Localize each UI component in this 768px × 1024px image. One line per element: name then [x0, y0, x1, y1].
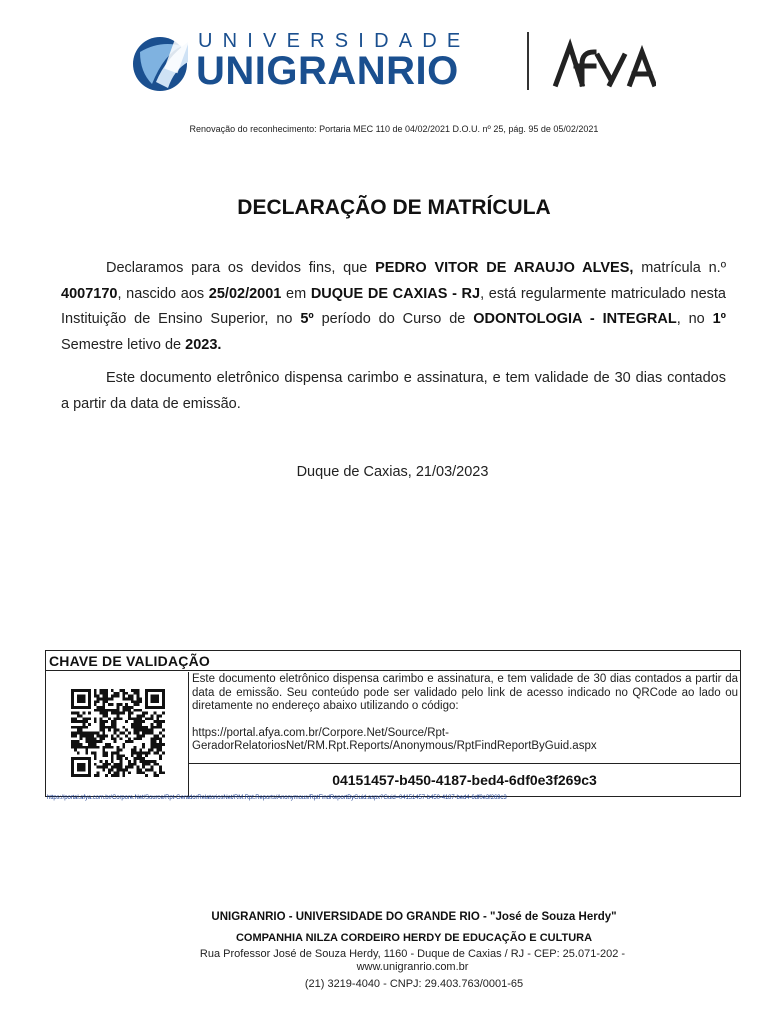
page-title: DECLARAÇÃO DE MATRÍCULA	[237, 196, 551, 219]
validation-description: Este documento eletrônico dispensa carimbo e assinatura, e tem validade de 30 dias contados a partir da data de emissão. Seu conteúdo pode ser validado pelo link de acesso indicado no QRCode ao lado ou diretamente no endereço abaixo utilizando o código:	[192, 673, 738, 713]
semester: 1º	[712, 311, 726, 327]
full-validation-link[interactable]: https://portal.afya.com.br/Corpore.Net/Source/Rpt-GeradorRelatoriosNet/RM.Rpt.Reports/Anonymous/RptFindReportByGuid.aspx?Guid=04151457-b450-4187-bed4-6df0e3f269c3	[47, 795, 507, 801]
footer-company: COMPANHIA NILZA CORDEIRO HERDY DE EDUCAÇÃO E CULTURA	[235, 932, 593, 944]
qr-cell	[46, 672, 189, 796]
renewal-text: Renovação do reconhecimento: Portaria MEC 110 de 04/02/2021 D.O.U. nº 25, pág. 95 de 05/02/2021	[189, 124, 599, 134]
footer-university: UNIGRANRIO - UNIVERSIDADE DO GRANDE RIO - "José de Souza Herdy"	[211, 911, 617, 923]
unigranrio-mark-icon	[130, 32, 194, 92]
validation-box	[45, 650, 741, 797]
validation-text	[192, 673, 738, 754]
footer-contact: (21) 3219-4040 - CNPJ: 29.403.763/0001-65	[304, 978, 524, 990]
place-date: Duque de Caxias, 21/03/2023	[296, 464, 489, 480]
year: 2023.	[185, 336, 222, 353]
unigranrio-logo	[130, 30, 510, 92]
logo-unigranrio-text: UNIGRANRIO	[196, 49, 459, 93]
student-name: PEDRO VITOR DE ARAUJO ALVES,	[375, 260, 634, 276]
validation-url[interactable]: https://portal.afya.com.br/Corpore.Net/Source/Rpt-GeradorRelatoriosNet/RM.Rpt.Reports/Anonymous/RptFindReportByGuid.aspx	[192, 726, 597, 753]
course-name: ODONTOLOGIA - INTEGRAL	[473, 311, 677, 327]
afya-logo	[552, 38, 656, 88]
validation-code: 04151457-b450-4187-bed4-6df0e3f269c3	[189, 763, 740, 797]
afya-logo-icon	[552, 38, 656, 88]
birth-date: 25/02/2001	[208, 285, 282, 302]
footer-address: Rua Professor José de Souza Herdy, 1160 - Duque de Caxias / RJ - CEP: 25.071-202 - www.unigranrio.com.br	[199, 948, 626, 973]
birthplace: DUQUE DE CAXIAS - RJ	[310, 285, 481, 302]
validity-paragraph: Este documento eletrônico dispensa carimbo e assinatura, e tem validade de 30 dias contados a partir da data de emissão.	[61, 370, 726, 412]
qr-code-icon[interactable]	[71, 689, 165, 777]
validation-header: CHAVE DE VALIDAÇÃO	[46, 651, 740, 671]
period: 5º	[300, 311, 314, 327]
logo-universidade-text: UNIVERSIDADE	[198, 30, 471, 52]
logo-divider	[527, 32, 529, 90]
declaration-paragraph: Declaramos para os devidos fins, que PEDRO VITOR DE ARAUJO ALVES, matrícula n.º 4007170, nascido aos 25/02/2001 em DUQUE DE CAXIAS - RJ, está regularmente matriculado nesta Instituição de Ensino Superior, no 5º período do Curso de ODONTOLOGIA - INTEGRAL, no 1º Semestre letivo de 2023.	[61, 260, 726, 353]
registration-number: 4007170	[61, 285, 118, 302]
